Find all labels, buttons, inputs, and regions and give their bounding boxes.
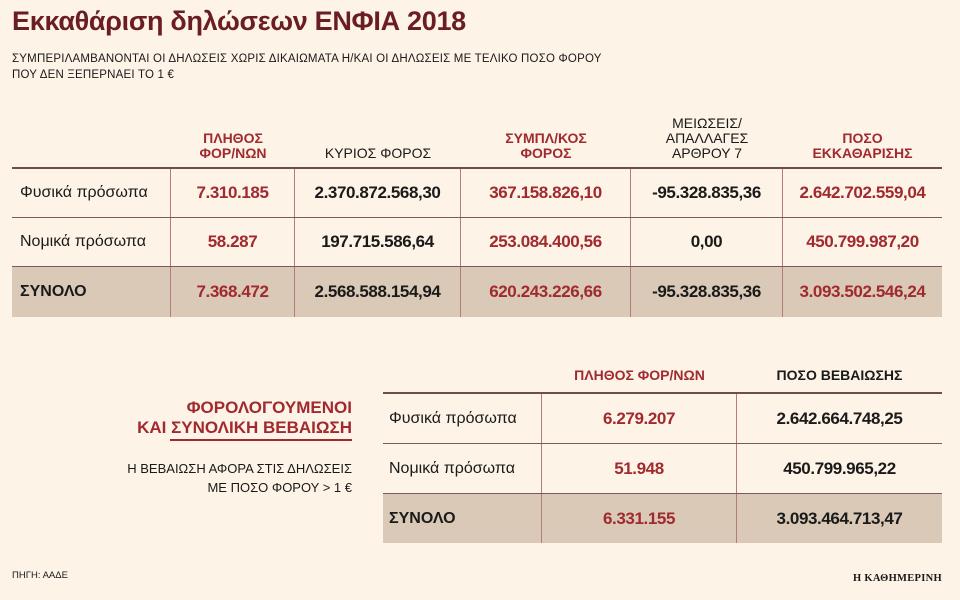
cell-main-tax: 197.715.586,64 bbox=[295, 218, 461, 266]
header-main-tax: ΚΥΡΙΟΣ ΦΟΡΟΣ bbox=[324, 145, 432, 161]
certification-table bbox=[383, 358, 942, 543]
row-label: Νομικά πρόσωπα bbox=[383, 444, 542, 493]
section-note-line-2: ΜΕ ΠΟΣΟ ΦΟΡΟΥ > 1 € bbox=[207, 480, 352, 495]
table-total-row bbox=[383, 494, 942, 543]
table-row bbox=[12, 169, 942, 217]
publisher-logo: Η ΚΑΘΗΜΕΡΙΝΗ bbox=[852, 573, 942, 584]
cell-count: 6.279.207 bbox=[542, 394, 737, 443]
cell-certified-amount: 450.799.965,22 bbox=[783, 458, 896, 478]
settlement-table-header bbox=[12, 102, 942, 167]
cell-supplementary-tax: 367.158.826,10 bbox=[461, 169, 631, 217]
section-note-line-1: Η ΒΕΒΑΙΩΣΗ ΑΦΟΡΑ ΣΤΙΣ ΔΗΛΩΣΕΙΣ bbox=[127, 461, 352, 476]
table-total-row bbox=[12, 267, 942, 317]
table-row bbox=[383, 444, 942, 493]
header-empty bbox=[383, 358, 542, 392]
total-certified-amount: 3.093.464.713,47 bbox=[737, 494, 942, 543]
cell-main-tax: 2.370.872.568,30 bbox=[295, 169, 461, 217]
cell-count: 51.948 bbox=[542, 444, 737, 493]
total-reductions: -95.328.835,36 bbox=[631, 267, 783, 317]
total-supplementary-tax: 620.243.226,66 bbox=[461, 267, 631, 317]
section-title-line-2: ΚΑΙ ΣΥΝΟΛΙΚΗ ΒΕΒΑΙΩΣΗ bbox=[137, 418, 352, 437]
cell-count: 7.310.185 bbox=[171, 169, 295, 217]
total-count: 7.368.472 bbox=[171, 267, 295, 317]
row-label: Φυσικά πρόσωπα bbox=[383, 394, 542, 443]
header-settlement-amount: ΠΟΣΟ ΕΚΚΑΘΑΡΙΣΗΣ bbox=[812, 130, 913, 161]
header-reductions: ΜΕΙΩΣΕΙΣ/ ΑΠΑΛΛΑΓΕΣ ΑΡΘΡΟΥ 7 bbox=[665, 115, 749, 161]
subtitle-line-1: ΣΥΜΠΕΡΙΛΑΜΒΑΝΟΝΤΑΙ ΟΙ ΔΗΛΩΣΕΙΣ ΧΩΡΙΣ ΔΙΚΑΙΩΜΑΤΑ Η/ΚΑΙ ΟΙ ΔΗΛΩΣΕΙΣ ΜΕ ΤΕΛΙΚΟ ΠΟΣΟ ΦΟΡΟΥ bbox=[12, 53, 602, 65]
subtitle bbox=[12, 51, 602, 83]
header-supplementary-tax: ΣΥΜΠΛ/ΚΟΣ ΦΟΡΟΣ bbox=[505, 130, 587, 161]
section-title-line-1: ΦΟΡΟΛΟΓΟΥΜΕΝΟΙ bbox=[186, 398, 352, 417]
row-label: Φυσικά πρόσωπα bbox=[12, 169, 171, 217]
page-title: Εκκαθάριση δηλώσεων ΕΝΦΙΑ 2018 bbox=[12, 6, 466, 36]
certification-table-header bbox=[383, 358, 942, 392]
section-note bbox=[40, 459, 352, 497]
section-title bbox=[80, 398, 352, 441]
cell-reductions: -95.328.835,36 bbox=[631, 169, 783, 217]
total-count: 6.331.155 bbox=[542, 494, 737, 543]
cell-settlement-amount: 2.642.702.559,04 bbox=[799, 183, 926, 202]
total-settlement-amount: 3.093.502.546,24 bbox=[783, 267, 942, 317]
total-main-tax: 2.568.588.154,94 bbox=[295, 267, 461, 317]
header-certified-amount: ΠΟΣΟ ΒΕΒΑΙΩΣΗΣ bbox=[776, 367, 903, 383]
table-row bbox=[12, 218, 942, 266]
section-title-underline bbox=[170, 439, 352, 441]
header-count: ΠΛΗΘΟΣ ΦΟΡ/ΝΩΝ bbox=[574, 367, 705, 383]
total-label: ΣΥΝΟΛΟ bbox=[12, 267, 171, 317]
cell-settlement-amount: 450.799.987,20 bbox=[806, 232, 919, 251]
table-row bbox=[383, 394, 942, 443]
row-label: Νομικά πρόσωπα bbox=[12, 218, 171, 266]
settlement-table bbox=[12, 102, 942, 317]
cell-supplementary-tax: 253.084.400,56 bbox=[461, 218, 631, 266]
cell-reductions: 0,00 bbox=[631, 218, 783, 266]
source-note: ΠΗΓΗ: ΑΑΔΕ bbox=[12, 570, 68, 581]
cell-count: 58.287 bbox=[171, 218, 295, 266]
header-count: ΠΛΗΘΟΣ ΦΟΡ/ΝΩΝ bbox=[199, 130, 267, 161]
header-empty bbox=[12, 102, 171, 167]
cell-certified-amount: 2.642.664.748,25 bbox=[776, 408, 903, 428]
total-label: ΣΥΝΟΛΟ bbox=[383, 494, 542, 543]
subtitle-line-2: ΠΟΥ ΔΕΝ ΞΕΠΕΡΝΑΕΙ ΤΟ 1 € bbox=[12, 69, 175, 81]
